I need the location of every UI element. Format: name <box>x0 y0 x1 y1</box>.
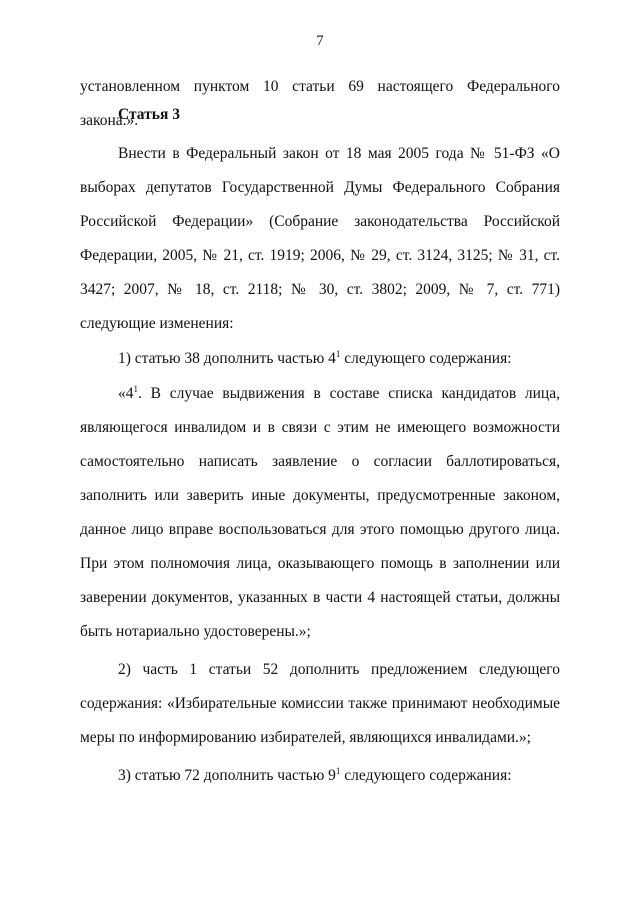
item-1-text: 1) статью 38 дополнить частью 4 <box>118 350 336 367</box>
item-1-superscript: 1 <box>335 349 341 360</box>
continuation-line: установленном пунктом 10 статьи 69 настоящего Федерального закона.». <box>80 78 560 129</box>
quote-1-superscript: 1 <box>133 384 138 395</box>
quote-1-open: «4 <box>118 385 134 402</box>
article-intro-paragraph: Внести в Федеральный закон от 18 мая 2005 года № 51-ФЗ «О выборах депутатов Государственной Думы Федерального Собрания Российской Федерации» (Собрание законодательства Российской Федерации, 2005, № 21, ст. 1919; 2006, № 29, ст. 3124, 3125; № 31, ст. 3427; 2007, № 18, ст. 2118; № 30, ст. 3802; 2009, № 7, ст. 771) следующие изменения: <box>80 145 560 332</box>
page-number: 7 <box>316 33 324 49</box>
article-heading: Статья 3 <box>118 106 180 123</box>
item-1-tail: следующего содержания: <box>340 350 512 367</box>
amendment-item-1 <box>80 342 560 376</box>
amendment-item-3 <box>80 759 560 793</box>
item-3-tail: следующего содержания: <box>340 767 512 784</box>
item-3-text: 3) статью 72 дополнить частью 9 <box>118 767 336 784</box>
amendment-item-2: 2) часть 1 статьи 52 дополнить предложением следующего содержания: «Избирательные комиссии также принимают необходимые меры по информированию избирателей, являющихся инвалидами.»; <box>80 661 560 746</box>
quote-1-text: . В случае выдвижения в составе списка кандидатов лица, являющегося инвалидом и в связи с этим не имеющего возможности самостоятельно написать заявление о согласии баллотироваться, заполнить или заверить иные документы, предусмотренные законом, данное лицо вправе воспользоваться для этого помощью другого лица. При этом полномочия лица, оказывающего помощь в заполнении или заверении документов, указанных в части 4 настоящей статьи, должны быть нотариально удостоверены.»; <box>80 385 560 640</box>
item-3-superscript: 1 <box>335 766 341 777</box>
quoted-part-4-1 <box>80 377 560 649</box>
